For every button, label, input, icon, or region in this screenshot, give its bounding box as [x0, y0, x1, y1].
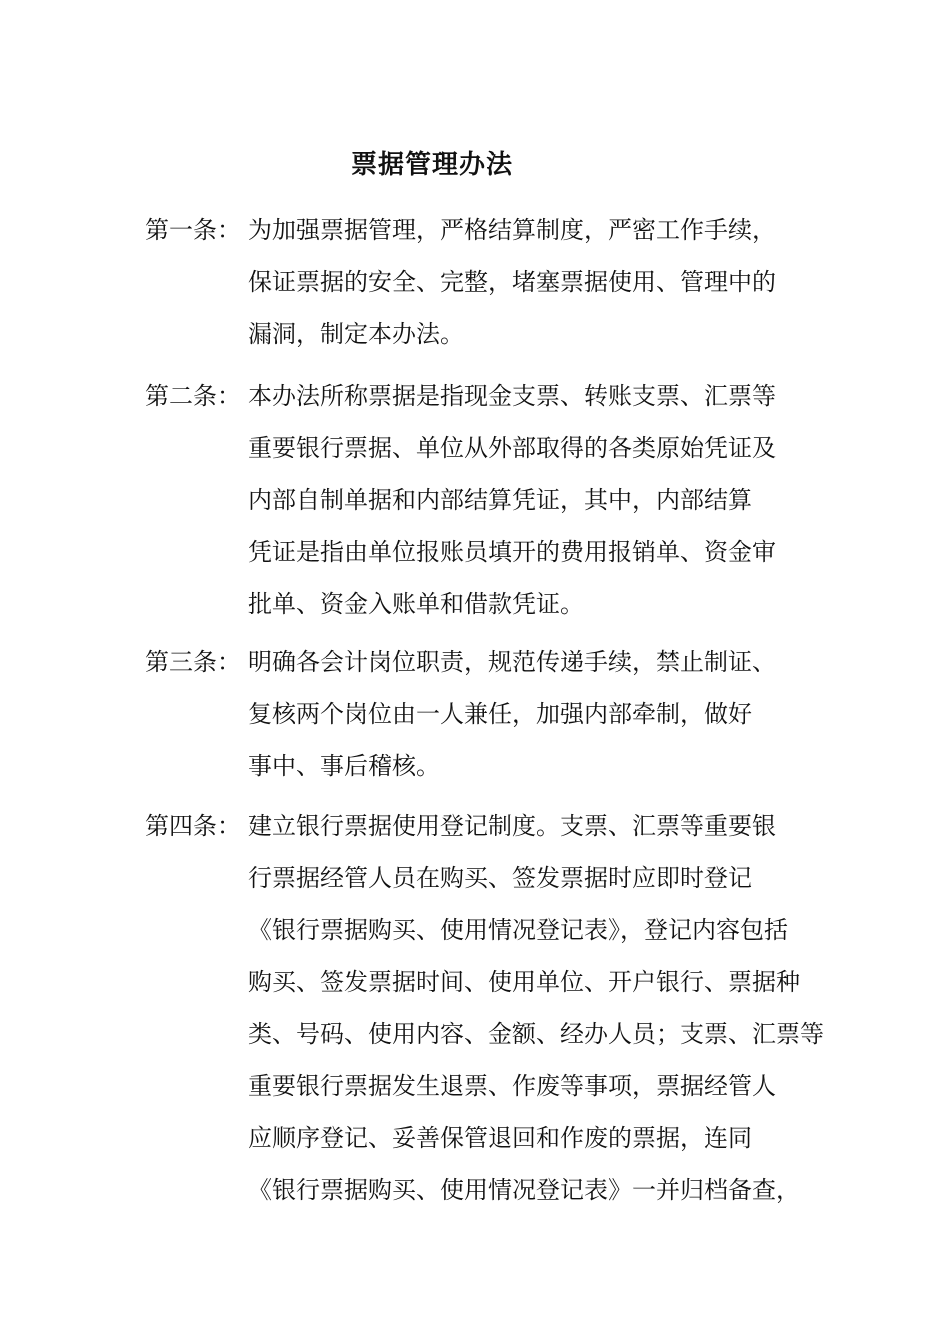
article-line: 批单、资金入账单和借款凭证。: [248, 590, 584, 618]
document-title: 票据管理办法: [350, 150, 513, 180]
article-line: 《银行票据购买、使用情况登记表》，登记内容包括: [248, 916, 788, 944]
article-line: 内部自制单据和内部结算凭证，其中，内部结算: [248, 486, 752, 514]
article-line: 重要银行票据、单位从外部取得的各类原始凭证及: [248, 434, 776, 462]
article-label: 第四条：: [145, 812, 241, 840]
article-body: [248, 800, 828, 1216]
article-line: 购买、签发票据时间、使用单位、开户银行、票据种: [248, 968, 800, 996]
article-line: 漏洞，制定本办法。: [248, 320, 464, 348]
article-label: 第二条：: [145, 382, 241, 410]
article-line: 事中、事后稽核。: [248, 752, 440, 780]
article-line: 为加强票据管理，严格结算制度，严密工作手续，: [248, 216, 776, 244]
article-line: 本办法所称票据是指现金支票、转账支票、汇票等: [248, 382, 776, 410]
article-line: 明确各会计岗位职责，规范传递手续，禁止制证、: [248, 648, 776, 676]
article-body: [248, 636, 828, 792]
article-line: 行票据经管人员在购买、签发票据时应即时登记: [248, 864, 752, 892]
article-line: 复核两个岗位由一人兼任，加强内部牵制，做好: [248, 700, 752, 728]
article-line: 应顺序登记、妥善保管退回和作废的票据，连同: [248, 1124, 752, 1152]
article-line: 凭证是指由单位报账员填开的费用报销单、资金审: [248, 538, 776, 566]
article-line: 保证票据的安全、完整，堵塞票据使用、管理中的: [248, 268, 776, 296]
article-line: 建立银行票据使用登记制度。支票、汇票等重要银: [248, 812, 776, 840]
article-label: 第一条：: [145, 216, 241, 244]
article-label: 第三条：: [145, 648, 241, 676]
article-line: 《银行票据购买、使用情况登记表》一并归档备查，: [248, 1176, 800, 1204]
article-body: [248, 370, 828, 630]
article-body: [248, 204, 828, 360]
article-line: 重要银行票据发生退票、作废等事项，票据经管人: [248, 1072, 776, 1100]
article-line: 类、号码、使用内容、金额、经办人员；支票、汇票等: [248, 1020, 824, 1048]
